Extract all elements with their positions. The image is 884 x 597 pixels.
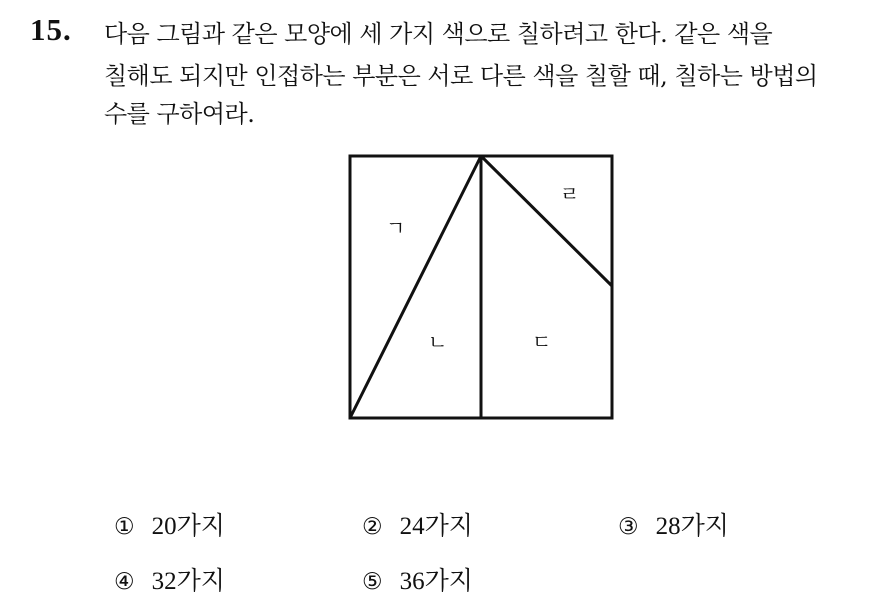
choice-2[interactable] <box>362 506 473 542</box>
choice-2-value: 24가지 <box>399 513 473 540</box>
question-text-line-3: 수를 구하여라. <box>104 100 255 128</box>
figure-right-diagonal <box>481 156 612 286</box>
question-text-line-1: 다음 그림과 같은 모양에 세 가지 색으로 칠하려고 한다. 같은 색을 <box>104 20 773 48</box>
region-label-nieun: ㄴ <box>428 330 448 354</box>
choice-1[interactable] <box>114 506 225 542</box>
choice-1-mark: ① <box>114 514 135 540</box>
region-figure <box>340 148 620 428</box>
choice-5-mark: ⑤ <box>362 569 383 595</box>
choice-5[interactable] <box>362 561 473 597</box>
region-label-giyeok: ㄱ <box>386 216 406 240</box>
choice-3-value: 28가지 <box>655 513 729 540</box>
region-label-rieul: ㄹ <box>560 182 580 206</box>
question-text-line-2: 칠해도 되지만 인접하는 부분은 서로 다른 색을 칠할 때, 칠하는 방법의 <box>104 62 818 90</box>
region-label-digeut: ㄷ <box>532 330 552 354</box>
choice-3-mark: ③ <box>618 514 639 540</box>
choice-3[interactable] <box>618 506 729 542</box>
choice-4[interactable] <box>114 561 225 597</box>
choice-4-value: 32가지 <box>151 568 225 595</box>
choice-1-value: 20가지 <box>151 513 225 540</box>
figure-left-diagonal <box>350 156 481 418</box>
question-number: 15. <box>30 12 72 47</box>
choice-5-value: 36가지 <box>399 568 473 595</box>
choice-2-mark: ② <box>362 514 383 540</box>
choice-4-mark: ④ <box>114 569 135 595</box>
